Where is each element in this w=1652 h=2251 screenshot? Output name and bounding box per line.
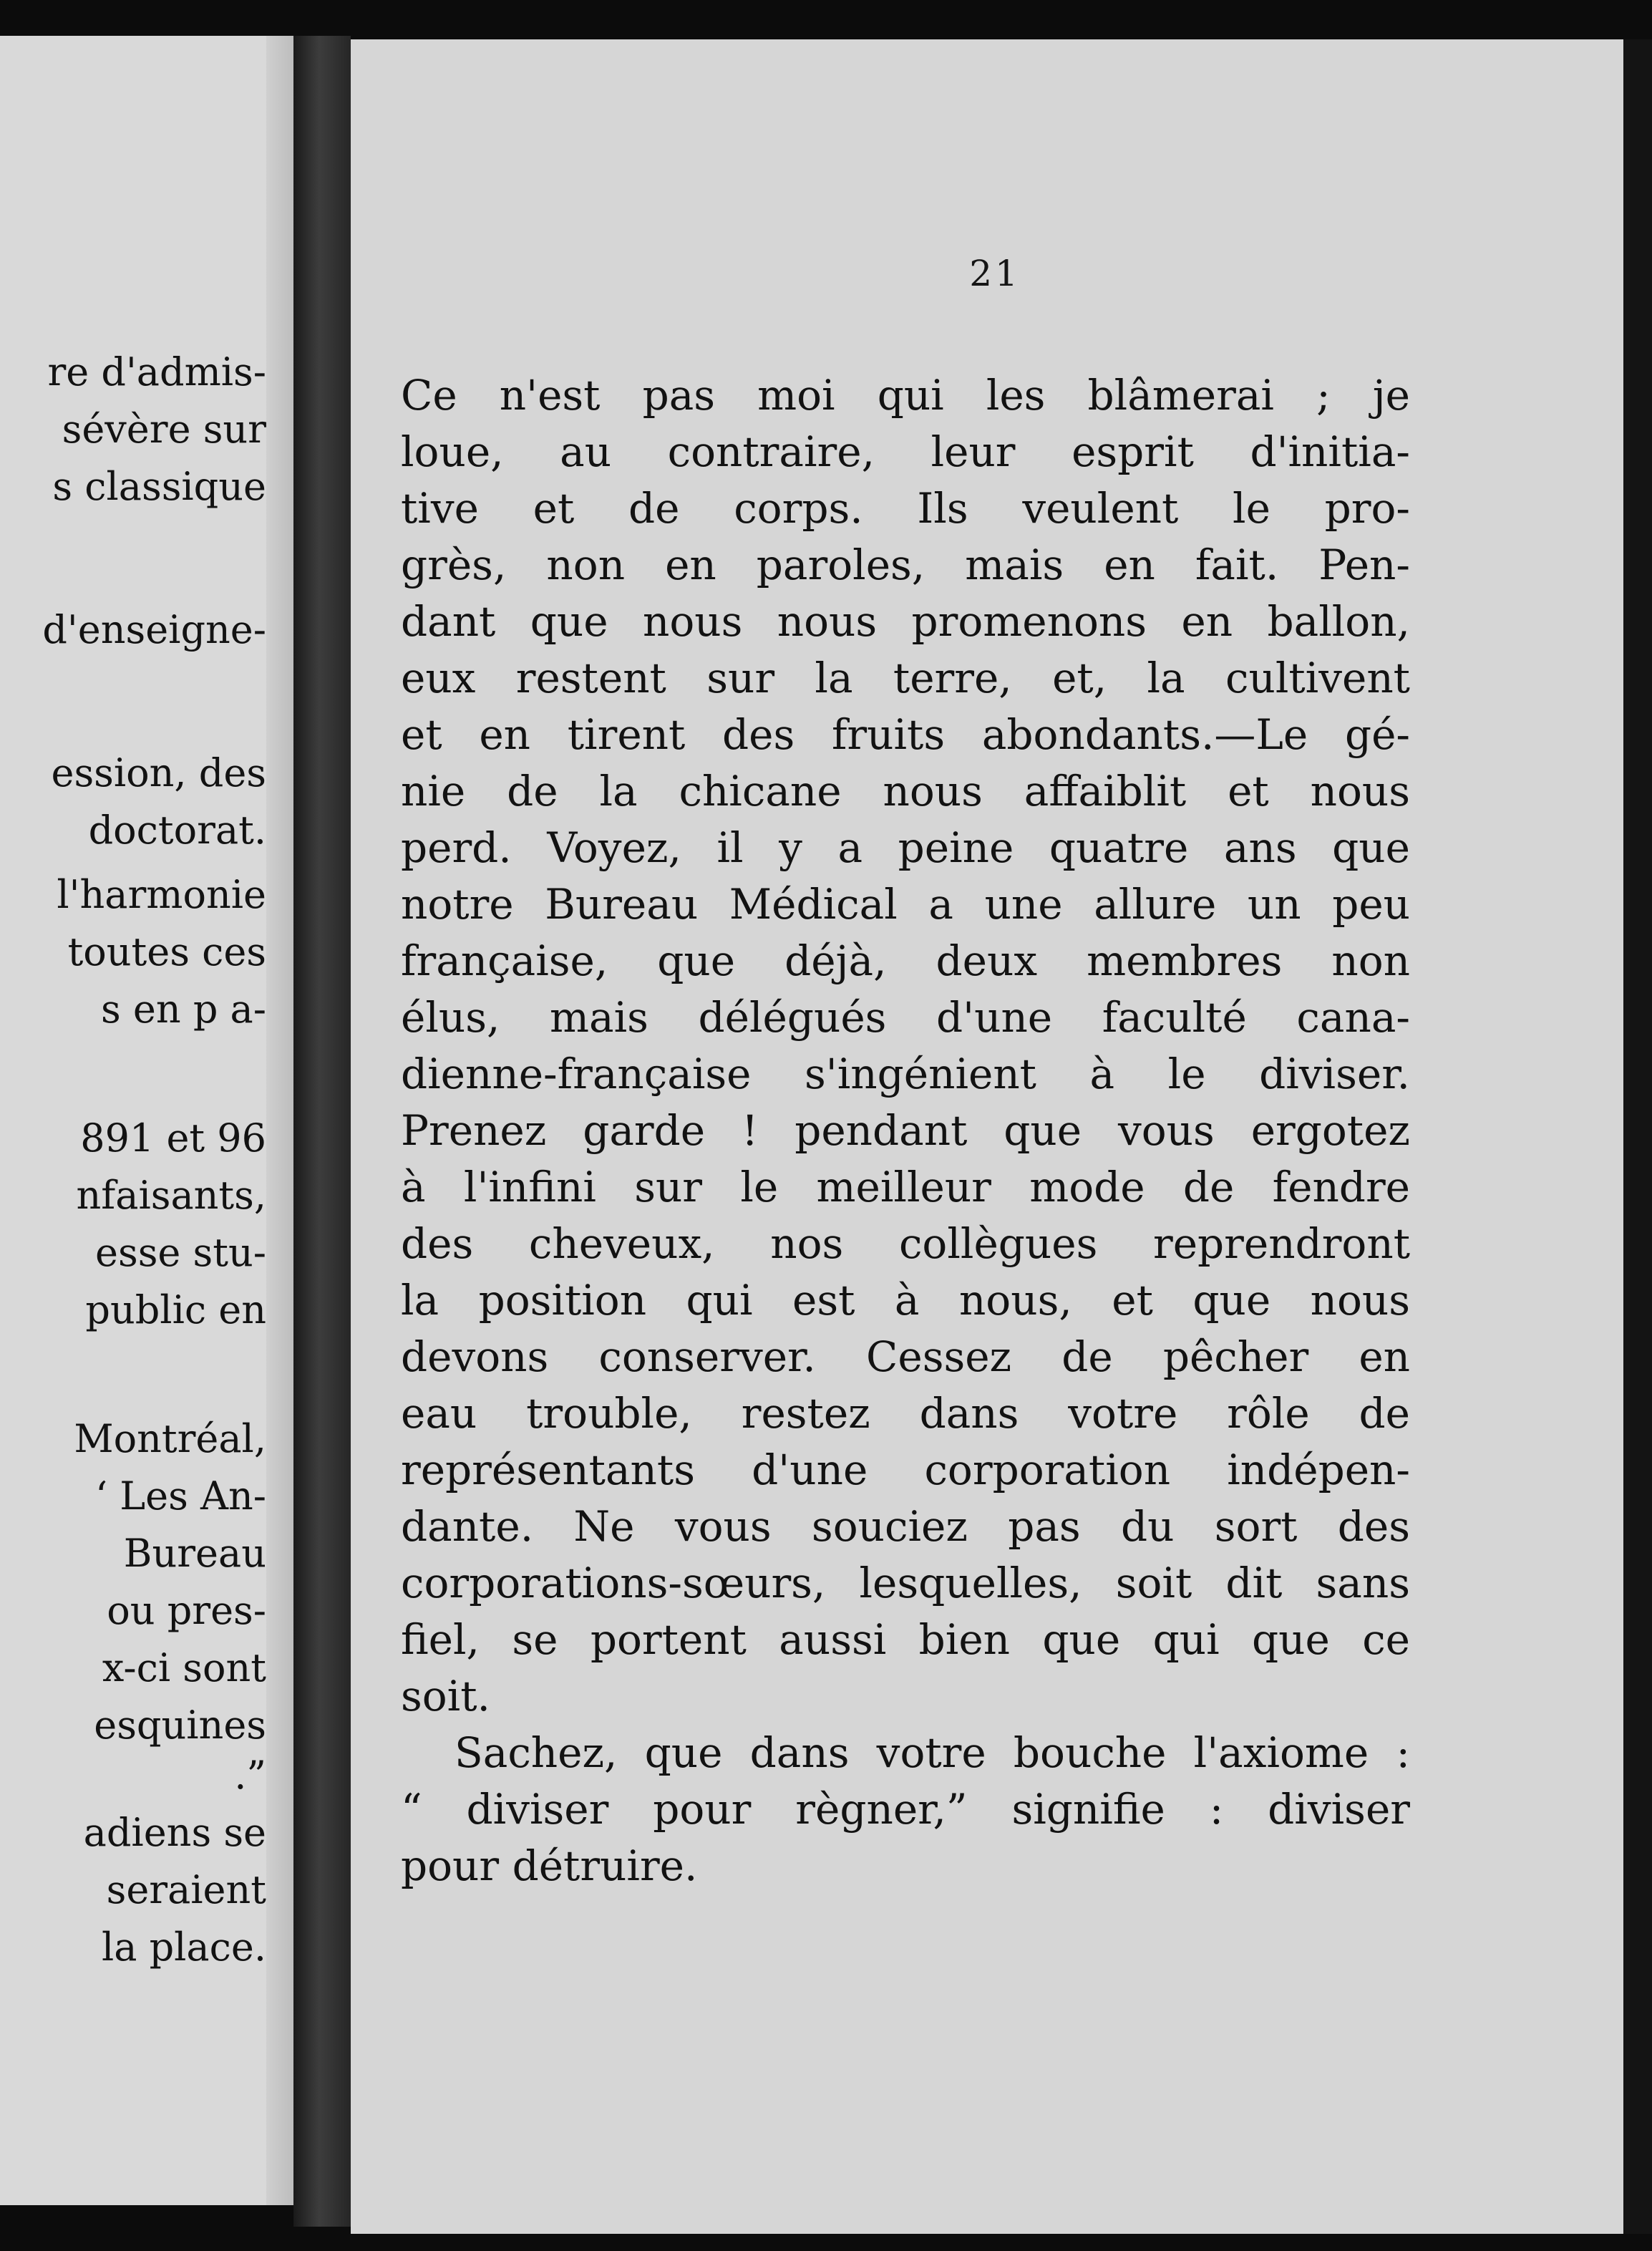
left-page-line: 891 et 96 bbox=[80, 1115, 266, 1161]
left-page-line: d'enseigne- bbox=[42, 607, 266, 652]
text-line: eux restent sur la terre, et, la cultivent bbox=[401, 654, 1410, 702]
text-line: Prenez garde ! pendant que vous ergotez bbox=[401, 1106, 1410, 1155]
text-line: à l'infini sur le meilleur mode de fendre bbox=[401, 1163, 1410, 1211]
right-page-edge bbox=[1623, 39, 1652, 2234]
left-page-line: adiens se bbox=[83, 1810, 266, 1855]
text-line: dante. Ne vous souciez pas du sort des bbox=[401, 1502, 1410, 1551]
text-line: la position qui est à nous, et que nous bbox=[401, 1276, 1410, 1325]
left-page-edge bbox=[266, 36, 293, 2205]
text-line: loue, au contraire, leur esprit d'initia- bbox=[401, 427, 1410, 476]
left-page-line: .” bbox=[234, 1753, 266, 1798]
text-line: représentants d'une corporation indépen- bbox=[401, 1446, 1410, 1494]
body-text bbox=[401, 367, 1410, 1894]
left-page-line: esquines bbox=[94, 1703, 266, 1748]
text-line: nie de la chicane nous affaiblit et nous bbox=[401, 767, 1410, 815]
text-line: fiel, se portent aussi bien que qui que ce bbox=[401, 1615, 1410, 1664]
text-line: grès, non en paroles, mais en fait. Pen- bbox=[401, 541, 1410, 589]
text-line: tive et de corps. Ils veulent le pro- bbox=[401, 484, 1410, 533]
text-line: soit. bbox=[401, 1672, 490, 1720]
left-page-line: re d'admis- bbox=[47, 349, 266, 394]
text-line: corporations-sœurs, lesquelles, soit dit sans bbox=[401, 1559, 1410, 1607]
book-gutter bbox=[293, 36, 351, 2227]
text-line: et en tirent des fruits abondants.—Le gé- bbox=[401, 710, 1410, 759]
text-line: devons conserver. Cessez de pêcher en bbox=[401, 1332, 1410, 1381]
text-line: des cheveux, nos collègues reprendront bbox=[401, 1219, 1410, 1268]
text-line: dienne-française s'ingénient à le diviser. bbox=[401, 1050, 1410, 1098]
text-line: pour détruire. bbox=[401, 1841, 698, 1890]
left-page-line: l'harmonie bbox=[57, 872, 266, 917]
left-page-line: toutes ces bbox=[67, 929, 266, 974]
left-page-line: esse stu- bbox=[95, 1230, 266, 1275]
text-line: Ce n'est pas moi qui les blâmerai ; je bbox=[401, 371, 1410, 420]
left-page-line: s en p a- bbox=[101, 987, 266, 1032]
text-line: Sachez, que dans votre bouche l'axiome : bbox=[455, 1728, 1410, 1777]
left-page-line: Bureau bbox=[123, 1531, 266, 1576]
text-line: “ diviser pour règner,” signifie : diviser bbox=[401, 1785, 1410, 1834]
left-page-line: ou pres- bbox=[107, 1588, 266, 1633]
left-page-line: Montréal, bbox=[74, 1416, 266, 1461]
left-page-line: nfaisants, bbox=[76, 1173, 266, 1218]
text-line: dant que nous nous promenons en ballon, bbox=[401, 597, 1410, 646]
left-page-line: public en bbox=[85, 1287, 266, 1332]
left-page-line: ession, des bbox=[51, 750, 266, 795]
left-page-line: s classique bbox=[52, 464, 266, 509]
left-page-line: ‘ Les An- bbox=[94, 1473, 266, 1519]
text-line: notre Bureau Médical a une allure un peu bbox=[401, 880, 1410, 929]
text-line: eau trouble, restez dans votre rôle de bbox=[401, 1389, 1410, 1438]
left-page-line: la place. bbox=[101, 1925, 266, 1970]
text-line: française, que déjà, deux membres non bbox=[401, 936, 1410, 985]
left-page-line: doctorat. bbox=[88, 808, 266, 853]
right-page bbox=[351, 39, 1639, 2234]
text-line: élus, mais délégués d'une faculté cana- bbox=[401, 993, 1410, 1042]
left-page-line: seraient bbox=[106, 1867, 266, 1912]
left-page-line: sévère sur bbox=[62, 407, 266, 452]
left-page-line: x-ci sont bbox=[102, 1645, 266, 1690]
text-line: perd. Voyez, il y a peine quatre ans que bbox=[401, 823, 1410, 872]
left-page bbox=[0, 36, 293, 2205]
page-number: 21 bbox=[969, 253, 1021, 294]
